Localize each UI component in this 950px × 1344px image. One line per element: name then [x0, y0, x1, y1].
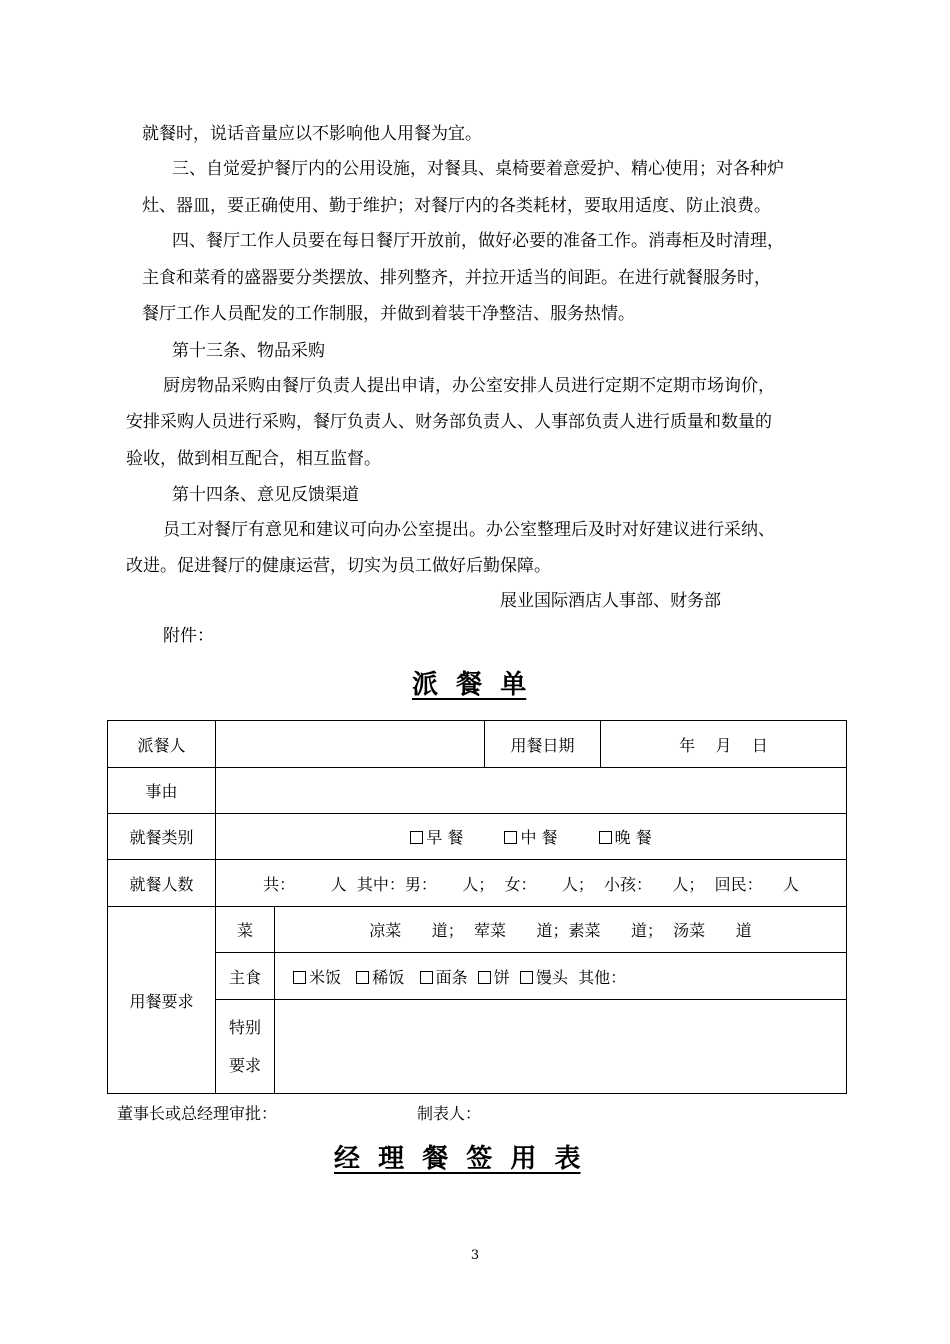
staple-option-bun[interactable]: 馒头	[520, 968, 568, 987]
checkbox-icon[interactable]	[356, 971, 369, 984]
article-heading: 第十三条、物品采购	[172, 341, 325, 361]
form-maker-label: 制表人：	[417, 1104, 482, 1123]
paragraph-line: 验收，做到相互配合，相互监督。	[126, 449, 381, 469]
page-number: 3	[470, 1248, 480, 1263]
special-request-field[interactable]	[275, 1000, 847, 1094]
checkbox-icon[interactable]	[520, 971, 533, 984]
dispatcher-label: 派餐人	[108, 721, 216, 768]
checkbox-icon[interactable]	[599, 831, 612, 844]
meal-option-lunch[interactable]: 中 餐	[504, 828, 557, 847]
paragraph-line: 就餐时，说话音量应以不影响他人用餐为宜。	[142, 124, 482, 144]
dispatcher-field[interactable]	[216, 721, 485, 768]
diner-count-label: 就餐人数	[108, 860, 216, 907]
checkbox-icon[interactable]	[410, 831, 423, 844]
staple-label: 主食	[216, 953, 275, 1000]
checkbox-icon[interactable]	[478, 971, 491, 984]
checkbox-icon[interactable]	[293, 971, 306, 984]
attachment-label: 附件：	[163, 626, 214, 646]
meal-type-options	[216, 814, 847, 860]
staple-options	[275, 953, 847, 1000]
manager-meal-sign-table-title: 经 理 餐 签 用 表	[334, 1144, 581, 1174]
dish-label: 菜	[216, 907, 275, 953]
staple-option-noodles[interactable]: 面条	[420, 968, 468, 987]
special-request-label: 特别 要求	[216, 1000, 275, 1094]
department-signature: 展业国际酒店人事部、财务部	[500, 591, 721, 611]
checkbox-icon[interactable]	[420, 971, 433, 984]
paragraph-line: 灶、器皿，要正确使用、勤于维护；对餐厅内的各类耗材，要取用适度、防止浪费。	[142, 196, 771, 216]
approval-label: 董事长或总经理审批：	[117, 1104, 278, 1123]
meal-option-dinner[interactable]: 晚 餐	[599, 828, 652, 847]
staple-option-porridge[interactable]: 稀饭	[356, 968, 404, 987]
paragraph-line: 员工对餐厅有意见和建议可向办公室提出。办公室整理后及时对好建议进行采纳、	[163, 520, 775, 540]
staple-option-rice[interactable]: 米饭	[293, 968, 341, 987]
form-title: 派 餐 单	[412, 670, 527, 700]
paragraph-line: 三、自觉爱护餐厅内的公用设施，对餐具、桌椅要着意爱护、精心使用；对各种炉	[172, 159, 784, 179]
paragraph-line: 改进。促进餐厅的健康运营，切实为员工做好后勤保障。	[126, 556, 551, 576]
reason-field[interactable]	[216, 768, 847, 814]
date-field[interactable]: 年 月 日	[601, 721, 847, 768]
paragraph-line: 主食和菜肴的盛器要分类摆放、排列整齐，并拉开适当的间距。在进行就餐服务时，	[142, 268, 771, 288]
staple-other-label: 其他：	[578, 967, 627, 987]
meal-type-label: 就餐类别	[108, 814, 216, 860]
reason-label: 事由	[108, 768, 216, 814]
article-heading: 第十四条、意见反馈渠道	[172, 485, 359, 505]
paragraph-line: 四、餐厅工作人员要在每日餐厅开放前，做好必要的准备工作。消毒柜及时清理，	[172, 231, 784, 251]
staple-option-bread[interactable]: 饼	[478, 968, 510, 987]
meal-dispatch-form	[107, 720, 847, 1094]
paragraph-line: 厨房物品采购由餐厅负责人提出申请，办公室安排人员进行定期不定期市场询价，	[163, 376, 775, 396]
meal-option-breakfast[interactable]: 早 餐	[410, 828, 463, 847]
checkbox-icon[interactable]	[504, 831, 517, 844]
meal-requirement-label: 用餐要求	[108, 907, 216, 1094]
paragraph-line: 安排采购人员进行采购，餐厅负责人、财务部负责人、人事部负责人进行质量和数量的	[126, 412, 772, 432]
dish-field[interactable]: 凉菜 道； 荤菜 道；素菜 道； 汤菜 道	[275, 907, 847, 953]
date-label: 用餐日期	[485, 721, 601, 768]
paragraph-line: 餐厅工作人员配发的工作制服，并做到着装干净整洁、服务热情。	[142, 304, 635, 324]
diner-count-field[interactable]: 共： 人 其中：男： 人； 女： 人； 小孩： 人； 回民： 人	[216, 860, 847, 907]
